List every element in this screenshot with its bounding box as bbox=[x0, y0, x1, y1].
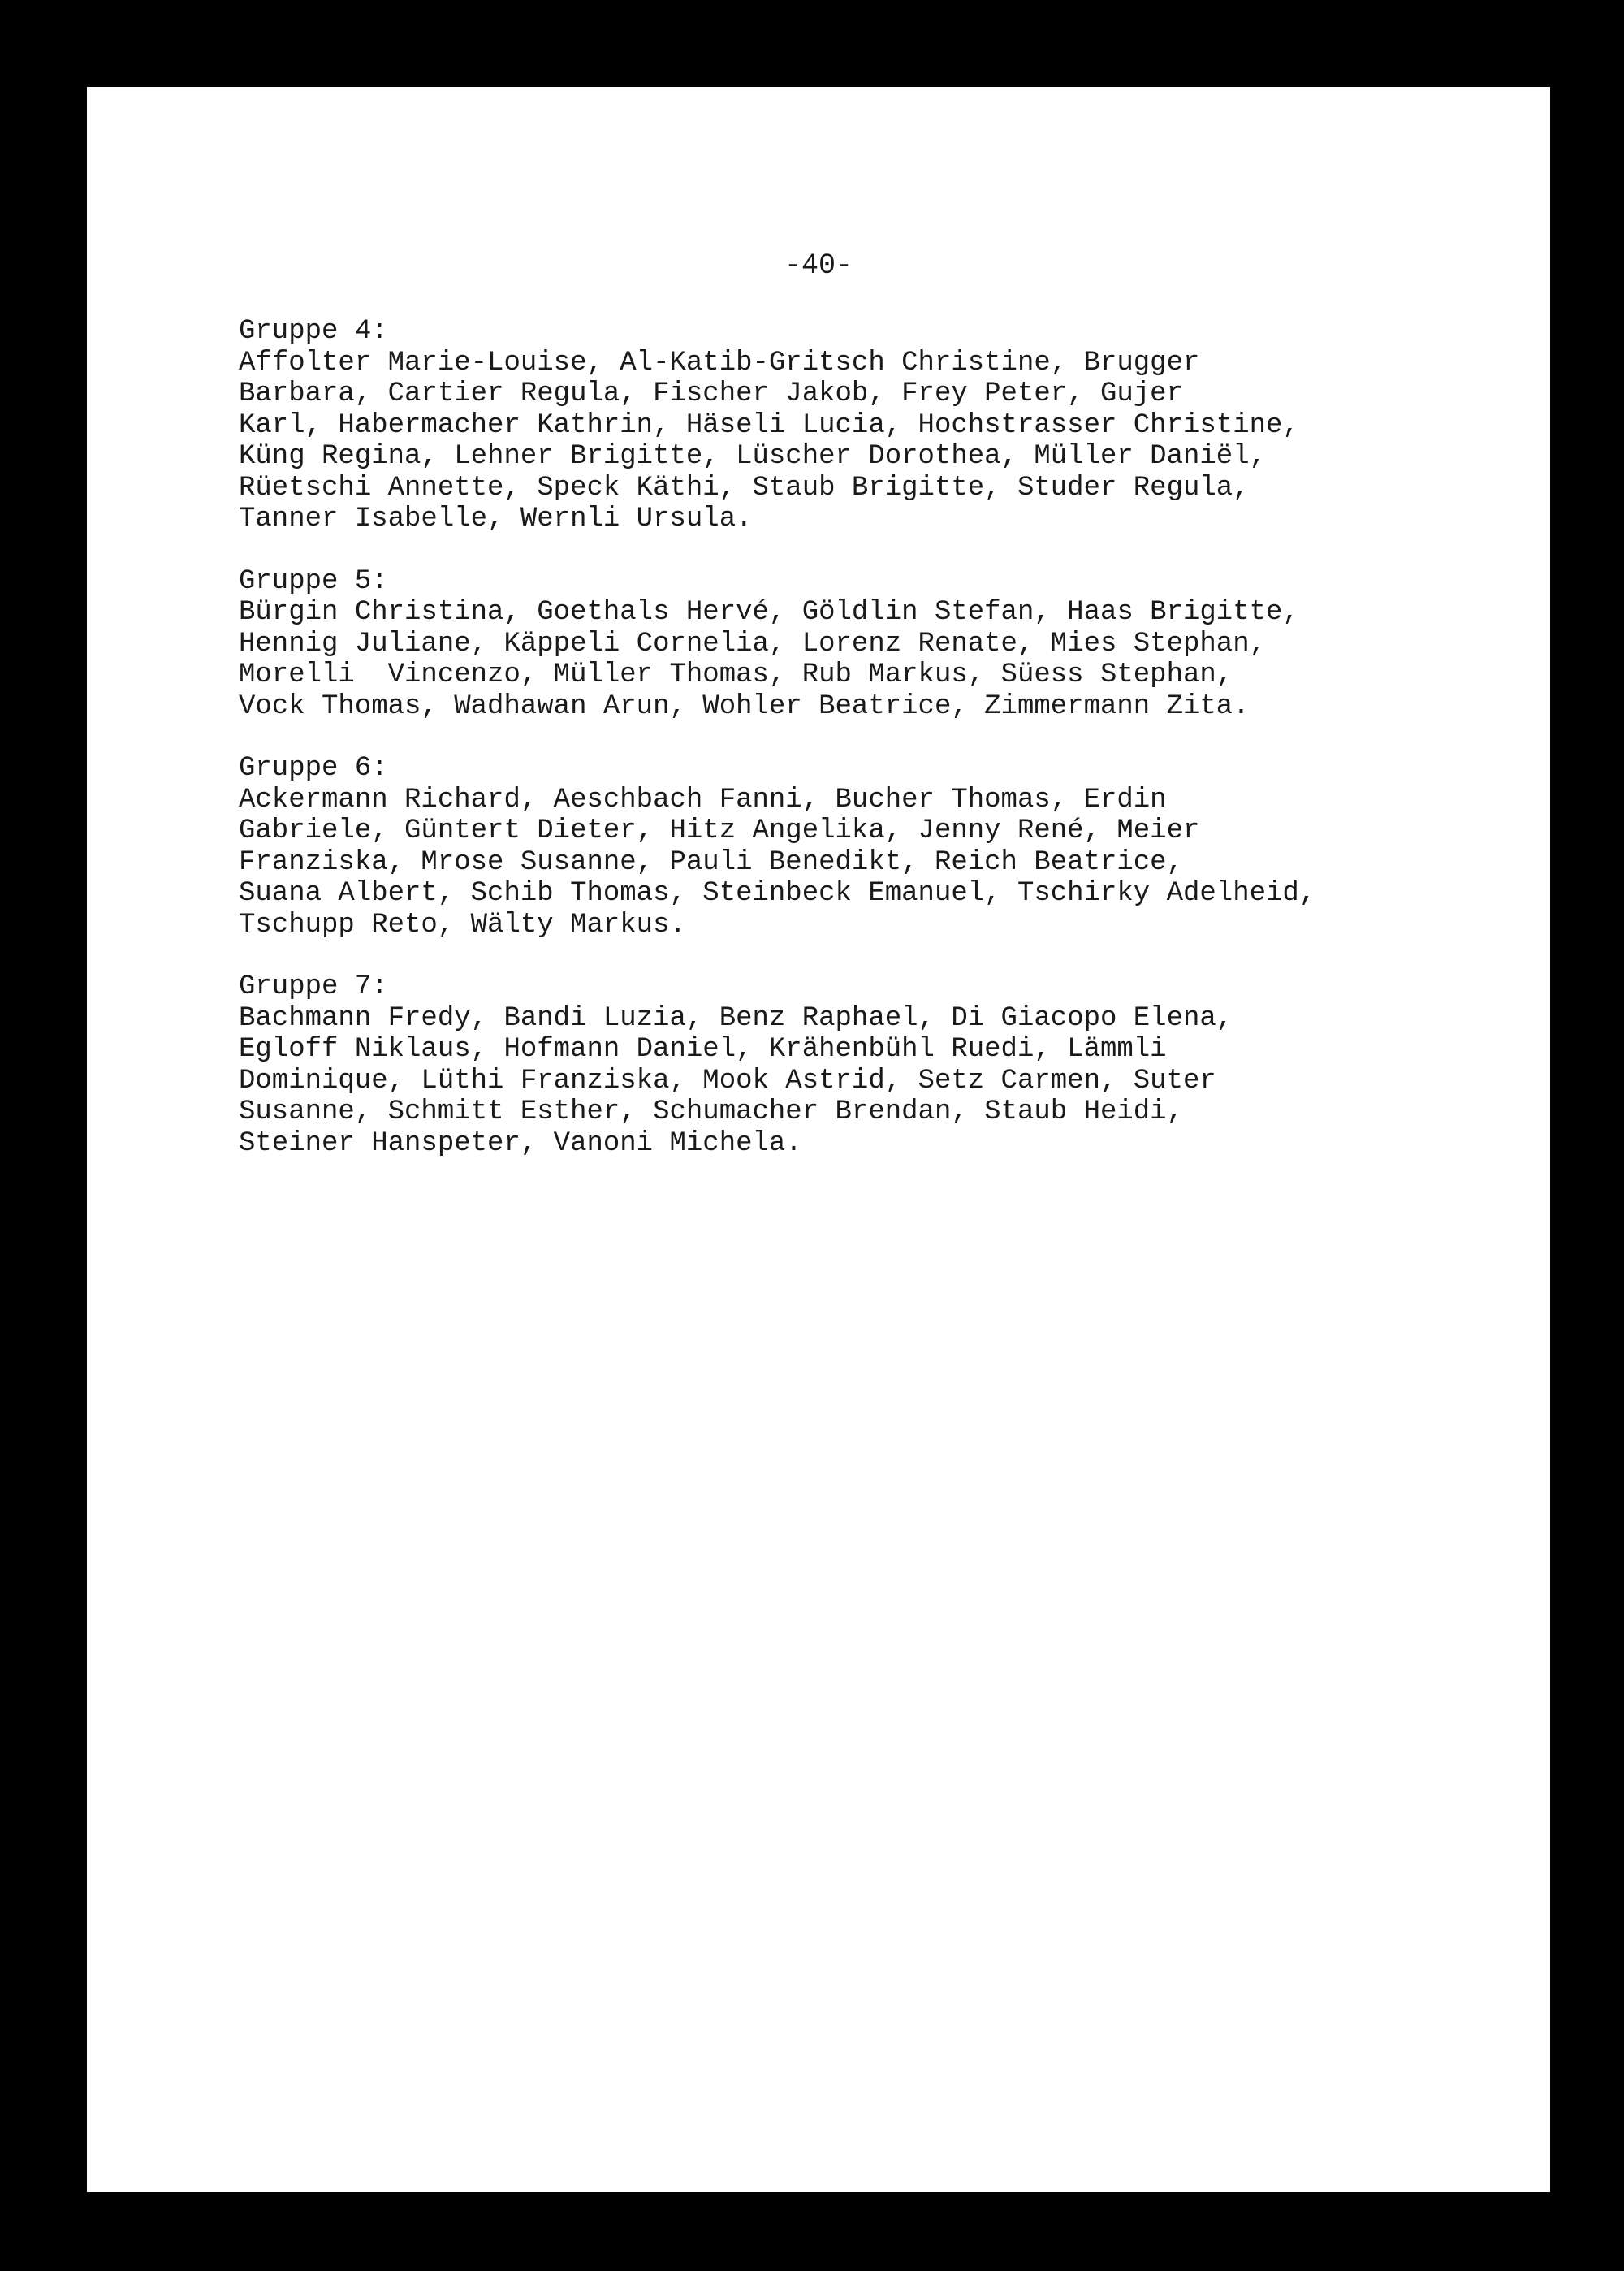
member-line: Susanne, Schmitt Esther, Schumacher Brendan, Staub Heidi, bbox=[239, 1097, 1183, 1127]
member-line: Franziska, Mrose Susanne, Pauli Benedikt, Reich Beatrice, bbox=[239, 846, 1183, 878]
page-number: -40- bbox=[784, 249, 853, 282]
member-line: Gabriele, Güntert Dieter, Hitz Angelika, Jenny René, Meier bbox=[239, 815, 1200, 846]
member-line: Hennig Juliane, Käppeli Cornelia, Lorenz Renate, Mies Stephan, bbox=[239, 628, 1267, 660]
member-line: Tschupp Reto, Wälty Markus. bbox=[239, 909, 686, 941]
group-heading: Gruppe 4: bbox=[239, 316, 388, 347]
member-line: Bachmann Fredy, Bandi Luzia, Benz Raphael, Di Giacopo Elena, bbox=[239, 1002, 1233, 1034]
member-line: Rüetschi Annette, Speck Käthi, Staub Brigitte, Studer Regula, bbox=[239, 472, 1250, 504]
member-line: Bürgin Christina, Goethals Hervé, Göldlin Stefan, Haas Brigitte, bbox=[239, 597, 1299, 628]
member-line: Küng Regina, Lehner Brigitte, Lüscher Dorothea, Müller Daniël, bbox=[239, 441, 1267, 472]
member-line: Vock Thomas, Wadhawan Arun, Wohler Beatrice, Zimmermann Zita. bbox=[239, 690, 1250, 722]
member-line: Egloff Niklaus, Hofmann Daniel, Krähenbühl Ruedi, Lämmli bbox=[239, 1034, 1167, 1065]
group-section bbox=[239, 753, 1522, 941]
group-heading: Gruppe 6: bbox=[239, 753, 388, 784]
member-line: Morelli Vincenzo, Müller Thomas, Rub Markus, Süess Stephan, bbox=[239, 660, 1233, 690]
member-line: Dominique, Lüthi Franziska, Mook Astrid, Setz Carmen, Suter bbox=[239, 1065, 1216, 1097]
group-section bbox=[239, 316, 1522, 535]
member-line: Ackermann Richard, Aeschbach Fanni, Bucher Thomas, Erdin bbox=[239, 784, 1167, 815]
member-line: Karl, Habermacher Kathrin, Häseli Lucia, Hochstrasser Christine, bbox=[239, 409, 1299, 441]
member-line: Affolter Marie-Louise, Al-Katib-Gritsch Christine, Brugger bbox=[239, 347, 1200, 378]
group-section bbox=[239, 971, 1522, 1159]
member-line: Suana Albert, Schib Thomas, Steinbeck Emanuel, Tschirky Adelheid, bbox=[239, 878, 1316, 909]
member-line: Tanner Isabelle, Wernli Ursula. bbox=[239, 504, 753, 534]
group-heading: Gruppe 7: bbox=[239, 971, 388, 1002]
document-page bbox=[87, 87, 1550, 2192]
group-heading: Gruppe 5: bbox=[239, 565, 388, 597]
group-section bbox=[239, 566, 1522, 723]
member-line: Steiner Hanspeter, Vanoni Michela. bbox=[239, 1127, 802, 1159]
document-body bbox=[239, 316, 1522, 1159]
member-line: Barbara, Cartier Regula, Fischer Jakob, Frey Peter, Gujer bbox=[239, 378, 1183, 409]
